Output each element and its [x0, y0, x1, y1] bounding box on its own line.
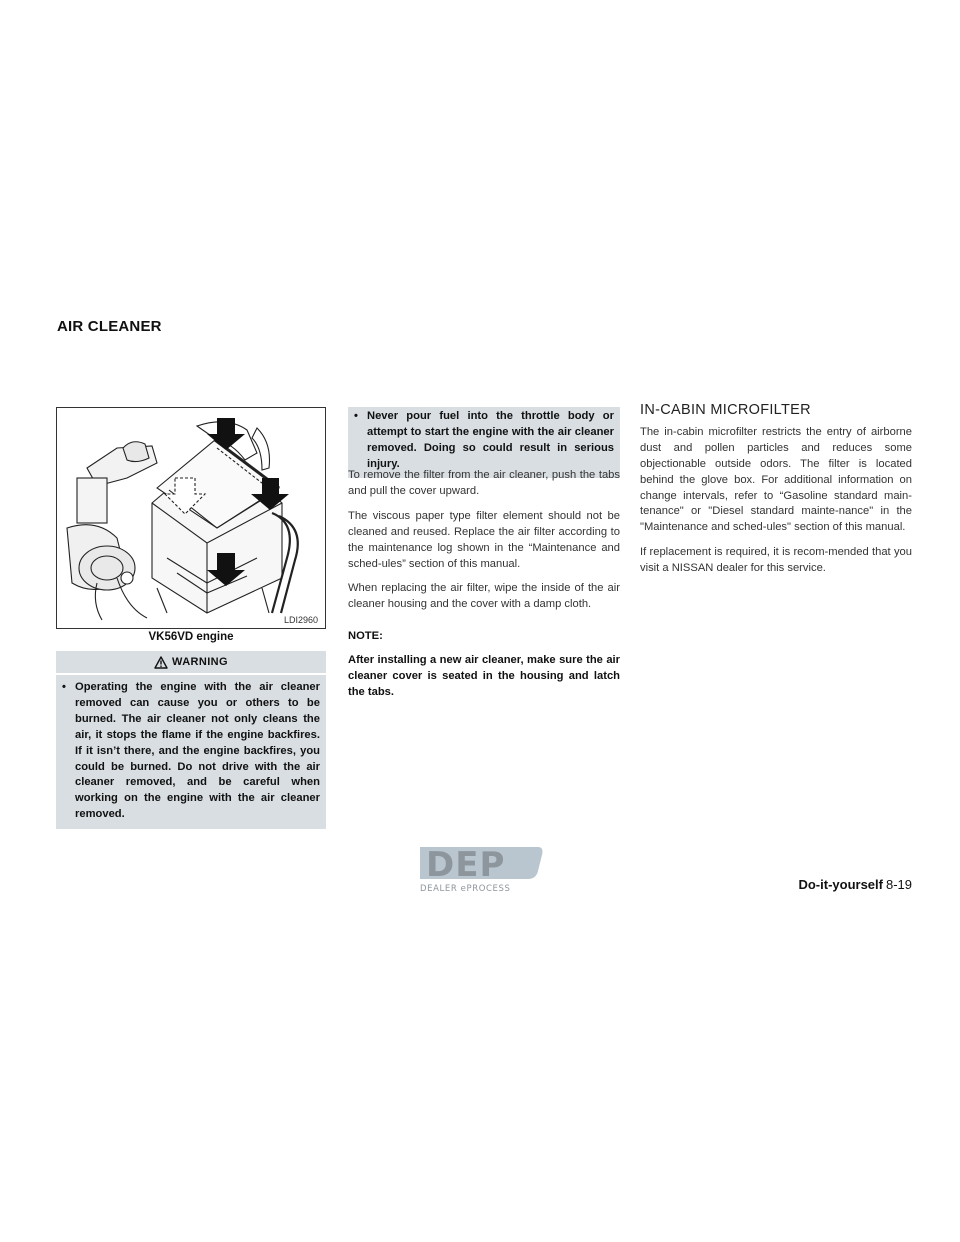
bullet-icon: • [354, 410, 358, 422]
logo-letters: DEP [426, 845, 506, 885]
paragraph: To remove the filter from the air cleaner, push the tabs and pull the cover upward. [348, 469, 620, 497]
note-label: NOTE: [348, 630, 383, 643]
subsection-heading: IN-CABIN MICROFILTER [640, 402, 811, 418]
engine-illustration [56, 407, 326, 629]
microfilter-column [640, 403, 912, 586]
bullet-icon: • [62, 681, 66, 693]
warning-item-text: Never pour fuel into the throttle body or attempt to start the engine with the air cleaner removed. Doing so could result in serious injury. [367, 410, 614, 470]
paragraph: The in-cabin microfilter restricts the entry of airborne dust and pollen particles and reduces some objectionable outside odors. The filter is located behind the glove box. For additional information on change intervals, refer to “Gasoline standard main-tenance" or "Diesel standard mainte-nance" in the "Maintenance and sched-ules" section of this manual. [640, 425, 912, 534]
paragraph: When replacing the air filter, wipe the inside of the air cleaner housing and the cover with a damp cloth. [348, 582, 620, 611]
warning-item [62, 680, 320, 823]
warning-item-text: Operating the engine with the air cleaner removed can cause you or others to be burned. The air cleaner not only cleans the air, it stops the flame if the engine backfires. If it isn’t there, and the engine backfires, you could be burned. Do not drive with the air cleaner removed, and be careful when working on the engine with the air cleaner removed. [75, 681, 320, 821]
paragraph: The viscous paper type filter element should not be cleaned and reused. Replace the air filter according to the maintenance log shown in the “Maintenance and sched-ules” section of this manual. [348, 509, 620, 570]
warning-item [354, 409, 614, 473]
air-cleaner-drawing [57, 408, 325, 628]
warning-box [56, 675, 326, 829]
warning-header [56, 651, 326, 673]
footer-section: Do-it-yourself [798, 877, 883, 892]
figure-code: LDI2960 [283, 615, 318, 625]
logo-tagline: DEALER ePROCESS [420, 884, 511, 894]
warning-icon [154, 656, 168, 669]
page-footer [798, 877, 912, 892]
section-title: AIR CLEANER [57, 318, 162, 335]
paragraph: If replacement is required, it is recom-mended that you visit a NISSAN dealer for this service. [640, 546, 912, 575]
warning-label: WARNING [172, 656, 228, 668]
dealer-eprocess-logo [418, 843, 544, 895]
page-number: 8-19 [885, 877, 912, 892]
figure-caption: VK56VD engine [148, 631, 234, 643]
note-text: After installing a new air cleaner, make sure the air cleaner cover is seated in the housing and latch the tabs. [348, 654, 620, 698]
instructions-column [348, 468, 620, 710]
logo-graphic [418, 843, 544, 895]
